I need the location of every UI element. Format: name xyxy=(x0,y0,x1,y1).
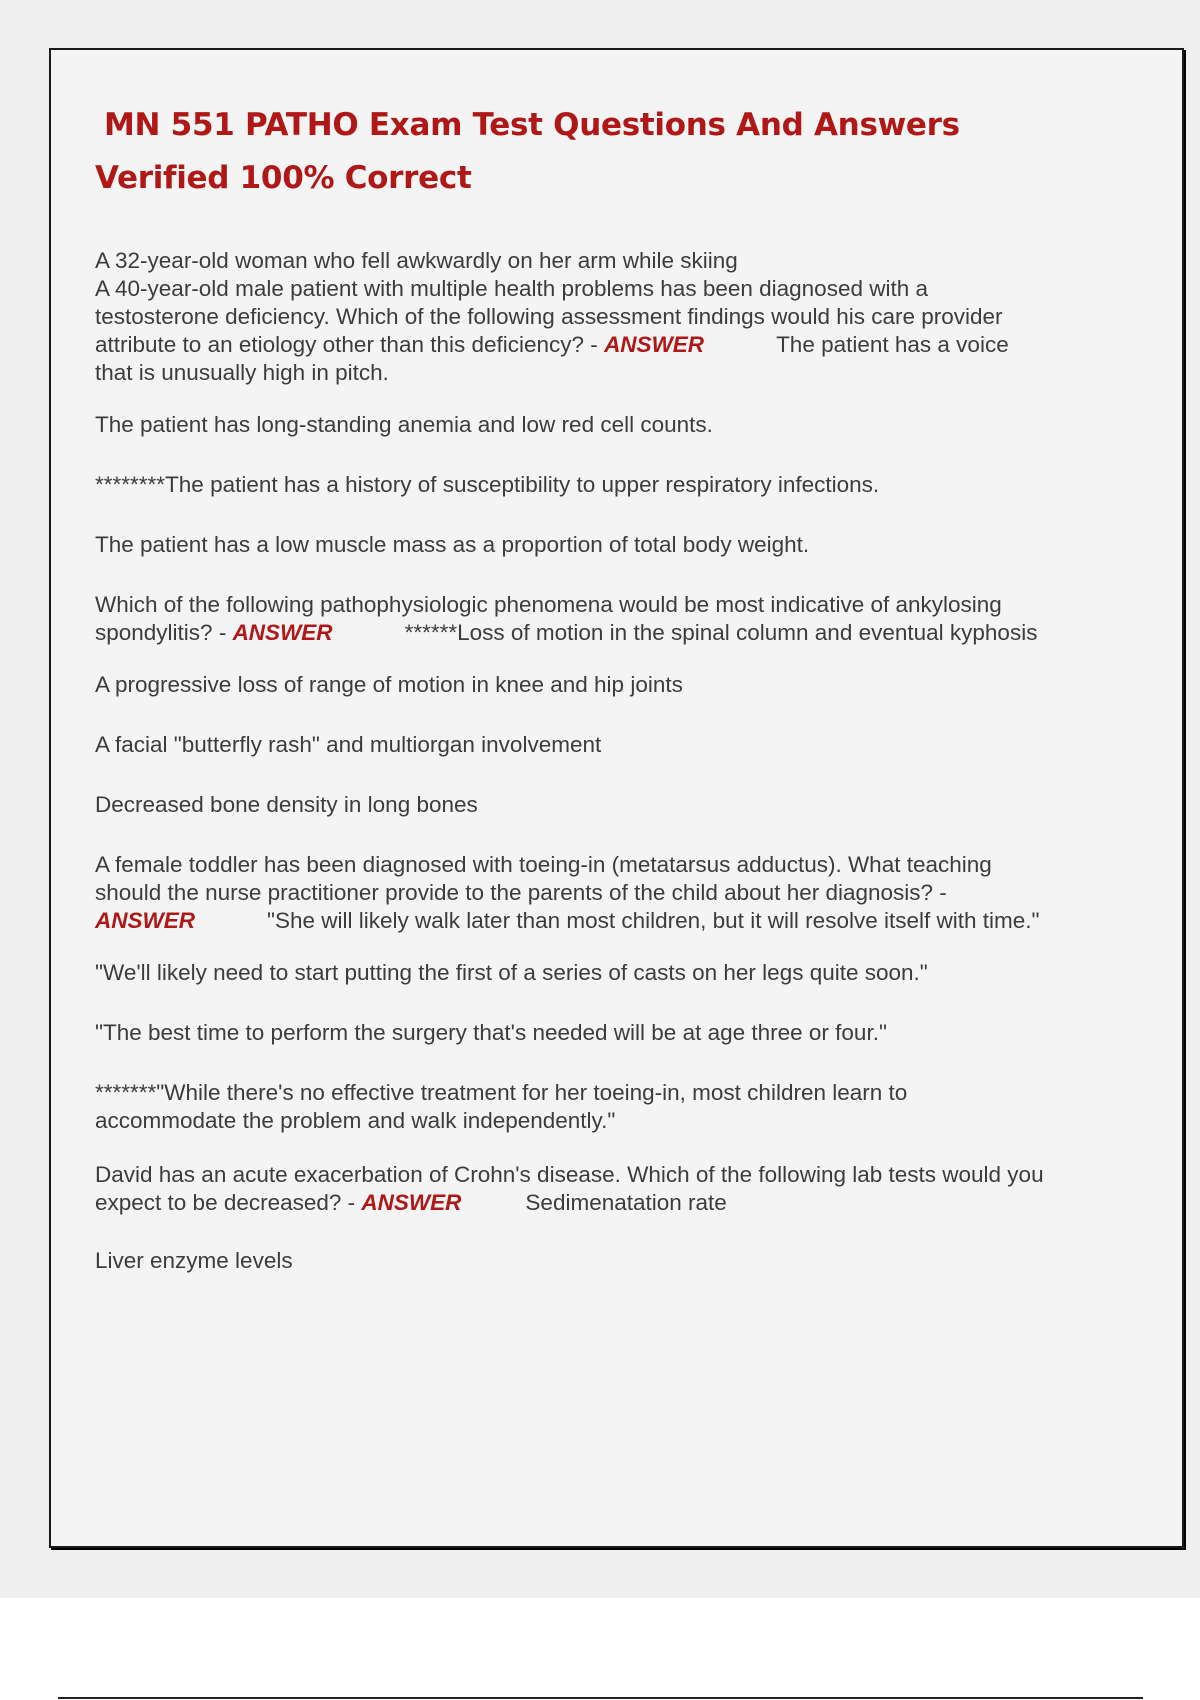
answer-text: Sedimenatation rate xyxy=(525,1190,727,1215)
answer-text: ******Loss of motion in the spinal column and eventual kyphosis xyxy=(404,620,1038,645)
answer-text: The patient has a voice that is unusually high in pitch. xyxy=(95,332,1009,385)
question-text: Which of the following pathophysiologic phenomena would be most indicative of ankylosing spondylitis? - ANSWER ******Loss of motion in the spinal column and eventual kyphosis xyxy=(95,592,1038,645)
option-text: The patient has long-standing anemia and low red cell counts. xyxy=(95,412,713,437)
answer-label: ANSWER xyxy=(95,908,195,933)
option-text: A facial "butterfly rash" and multiorgan involvement xyxy=(95,732,602,757)
title-line-1: MN 551 PATHO Exam Test Questions And Answers xyxy=(104,107,960,143)
option-text: *******"While there's no effective treatment for her toeing-in, most children learn to accommodate the problem and walk independently." xyxy=(95,1080,908,1133)
option-text: Liver enzyme levels xyxy=(95,1248,293,1273)
answer-label: ANSWER xyxy=(232,620,333,645)
question-text: A 40-year-old male patient with multiple health problems has been diagnosed with a testosterone deficiency. Which of the following assessment findings would his care provider attribute to an etiology other than this deficiency? - ANSWER The patient has a voice that is unusually high in pitch. xyxy=(95,276,1009,385)
question-text: A 32-year-old woman who fell awkwardly on her arm while skiing xyxy=(95,248,738,273)
document-body xyxy=(95,247,1085,1275)
option-text: A progressive loss of range of motion in knee and hip joints xyxy=(95,672,683,697)
option-text: "We'll likely need to start putting the first of a series of casts on her legs quite soon." xyxy=(95,960,928,985)
answer-label: ANSWER xyxy=(361,1190,462,1215)
question-text: David has an acute exacerbation of Crohn's disease. Which of the following lab tests would you expect to be decreased? - ANSWER Sedimenatation rate xyxy=(95,1162,1044,1215)
answer-text: "She will likely walk later than most children, but it will resolve itself with time." xyxy=(267,908,1040,933)
question-text: A female toddler has been diagnosed with toeing-in (metatarsus adductus). What teaching should the nurse practitioner provide to the parents of the child about her diagnosis? - ANSWER "She will likely walk later than most children, but it will resolve itself with time." xyxy=(95,852,1040,933)
option-text: Decreased bone density in long bones xyxy=(95,792,478,817)
option-text: "The best time to perform the surgery that's needed will be at age three or four." xyxy=(95,1020,887,1045)
footer-divider xyxy=(58,1697,1143,1699)
option-text: The patient has a low muscle mass as a proportion of total body weight. xyxy=(95,532,810,557)
title-line-2: Verified 100% Correct xyxy=(95,160,472,196)
option-text: ********The patient has a history of susceptibility to upper respiratory infections. xyxy=(95,472,880,497)
answer-label: ANSWER xyxy=(604,332,705,357)
document-title xyxy=(95,99,1045,205)
